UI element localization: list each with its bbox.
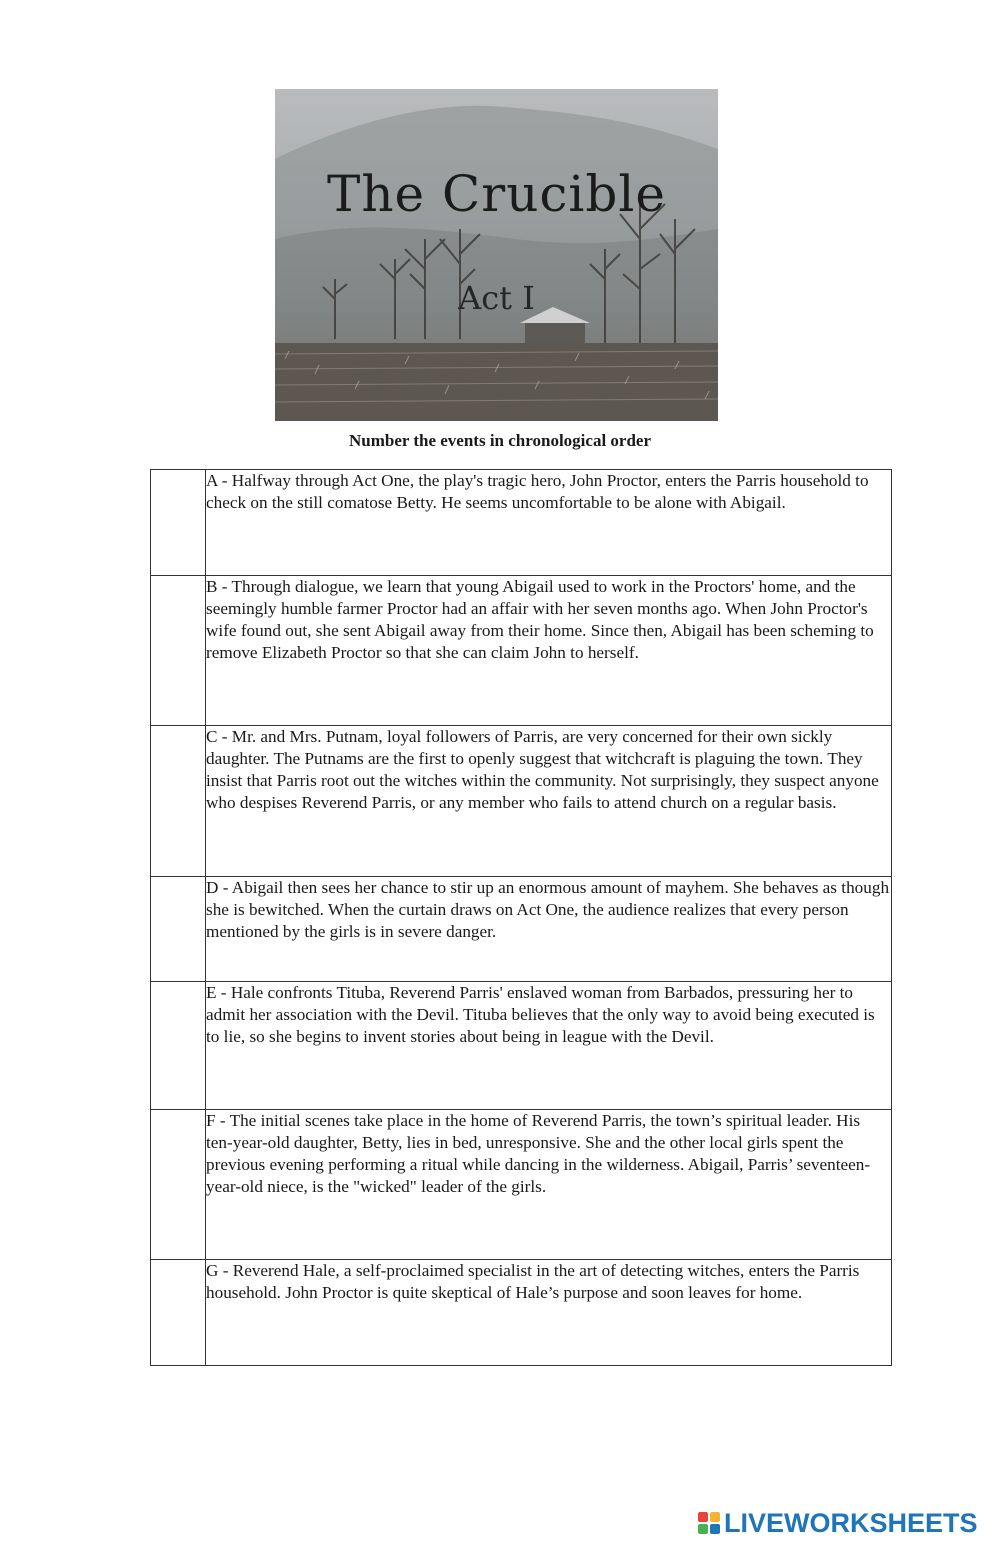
logo-square-green [698,1524,708,1534]
table-row [151,726,892,877]
logo-text: LIVEWORKSHEETS [724,1507,978,1538]
order-answer-cell[interactable] [151,1260,206,1366]
instruction-text: Number the events in chronological order [348,431,652,450]
table-row [151,877,892,982]
event-text-g: G - Reverend Hale, a self-proclaimed specialist in the art of detecting witches, enters the Parris household. John Proctor is quite skeptical of Hale’s purpose and soon leaves for home. [206,1260,892,1366]
table-row [151,470,892,576]
order-answer-cell[interactable] [151,576,206,726]
logo-square-yellow [710,1512,720,1522]
events-table [150,469,892,1366]
order-answer-cell[interactable] [151,470,206,576]
liveworksheets-logo [698,1508,978,1538]
order-answer-cell[interactable] [151,726,206,877]
event-text-c: C - Mr. and Mrs. Putnam, loyal followers of Parris, are very concerned for their own sickly daughter. The Putnams are the first to openly suggest that witchcraft is plaguing the town. They insist that Parris root out the witches within the community. Not surprisingly, they suspect anyone who despises Reverend Parris, or any member who fails to attend church on a regular basis. [206,726,892,877]
logo-square-blue [710,1524,720,1534]
table-row [151,1260,892,1366]
order-answer-cell[interactable] [151,1110,206,1260]
cover-subtitle: Act I [458,279,535,317]
event-text-a: A - Halfway through Act One, the play's tragic hero, John Proctor, enters the Parris household to check on the still comatose Betty. He seems uncomfortable to be alone with Abigail. [206,470,892,576]
event-text-d: D - Abigail then sees her chance to stir up an enormous amount of mayhem. She behaves as though she is bewitched. When the curtain draws on Act One, the audience realizes that every person mentioned by the girls is in severe danger. [206,877,892,982]
event-text-b: B - Through dialogue, we learn that young Abigail used to work in the Proctors' home, and the seemingly humble farmer Proctor had an affair with her seven months ago. When John Proctor's wife found out, she sent Abigail away from their home. Since then, Abigail has been scheming to remove Elizabeth Proctor so that she can claim John to herself. [206,576,892,726]
table-row [151,1110,892,1260]
logo-mark-icon [698,1512,720,1534]
order-answer-cell[interactable] [151,877,206,982]
order-answer-cell[interactable] [151,982,206,1110]
table-row [151,576,892,726]
table-row [151,982,892,1110]
cover-title: The Crucible [327,165,666,223]
foggy-landscape-illustration [275,89,718,421]
cover-image [275,89,718,421]
logo-square-red [698,1512,708,1522]
event-text-e: E - Hale confronts Tituba, Reverend Parris' enslaved woman from Barbados, pressuring her to admit her association with the Devil. Tituba believes that the only way to avoid being executed is to lie, so she begins to invent stories about being in league with the Devil. [206,982,892,1110]
event-text-f: F - The initial scenes take place in the home of Reverend Parris, the town’s spiritual leader. His ten-year-old daughter, Betty, lies in bed, unresponsive. She and the other local girls spent the previous evening performing a ritual while dancing in the wilderness. Abigail, Parris’ seventeen-year-old niece, is the "wicked" leader of the girls. [206,1110,892,1260]
